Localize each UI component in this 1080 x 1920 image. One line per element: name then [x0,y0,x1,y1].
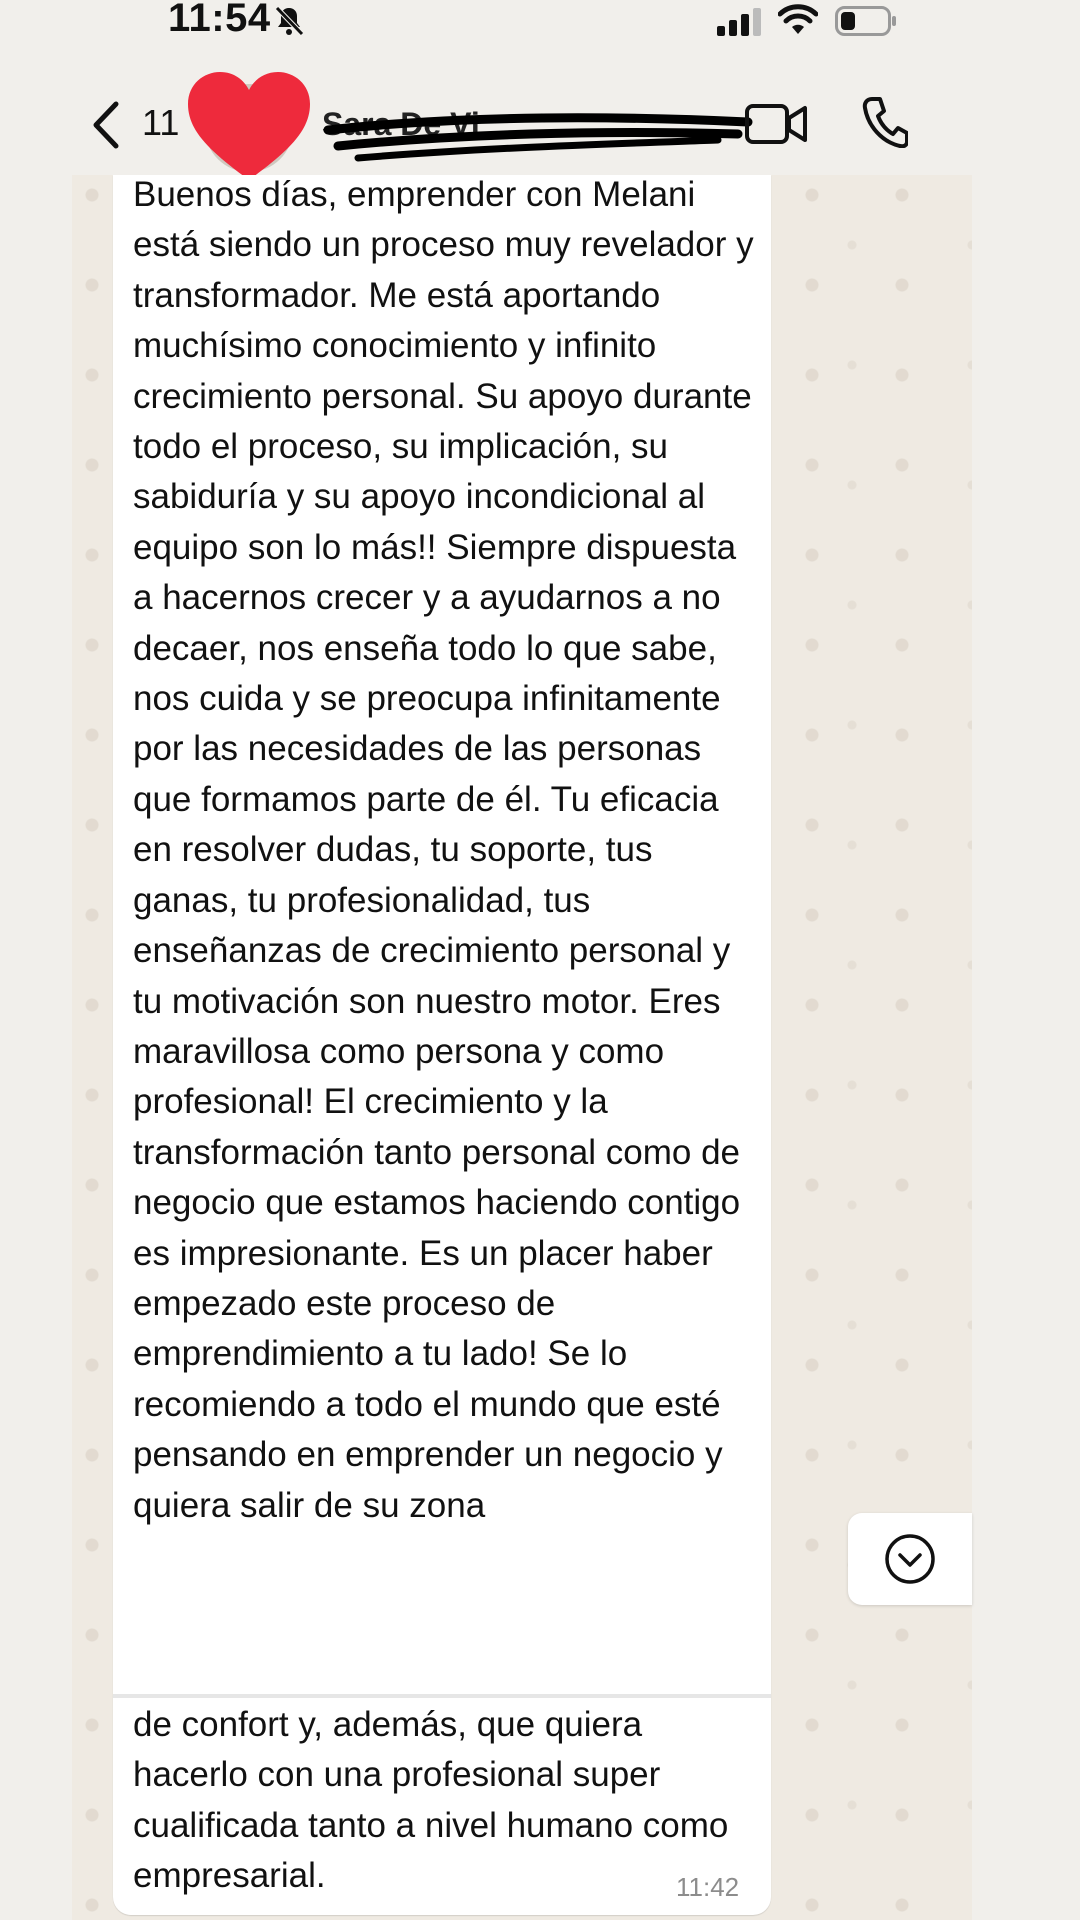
status-time: 11:54 [168,0,271,40]
redaction-scribble [318,100,758,170]
message-text: Buenos días, emprender con Melani está siendo un proceso muy revelador y transformador. Me está aportando muchísimo conocimiento y infinito crecimiento personal. Su apoyo durante todo el proceso, su implicación, su sabiduría y su apoyo incondicional al equipo son lo más!! Siempre dispuesta a hacernos crecer y a ayudarnos a no decaer, nos enseña todo lo que sabe, nos cuida y se preocupa infinitamente por las necesidades de las personas que formamos parte de él. Tu eficacia en resolver dudas, tu soporte, tus ganas, tu profesionalidad, tus enseñanzas de crecimiento personal y tu motivación son nuestro motor. Eres maravillosa como persona y como profesional! El crecimiento y la transformación tanto personal como de negocio que estamos haciendo contigo es impresionante. Es un placer haber empezado este proceso de emprendimiento a tu lado! Se lo recomiendo a todo el mundo que esté pensando en emprender un negocio y quiera salir de su zona [133,175,754,1525]
video-camera-icon[interactable] [745,102,807,146]
message-text-continued: de confort y, además, que quiera hacerlo con una profesional super cualificada tanto a nivel humano como empresarial. [133,1705,729,1896]
battery-icon [835,6,897,36]
wifi-icon [778,4,818,36]
avatar[interactable] [188,72,310,184]
contact-name[interactable]: Sara De Vi [322,106,480,142]
status-bar [0,0,1080,50]
cellular-signal-icon [715,8,763,36]
chat-header [0,50,1080,175]
scroll-to-bottom-button[interactable] [848,1513,972,1605]
chevron-left-icon[interactable] [88,100,122,150]
chevron-down-circle-icon [884,1533,936,1585]
message-time: 11:42 [676,1872,740,1902]
bell-slash-icon [272,4,306,38]
bubble-divider [113,1694,771,1698]
phone-icon[interactable] [862,96,908,148]
back-unread-count[interactable]: 11 [142,102,180,143]
